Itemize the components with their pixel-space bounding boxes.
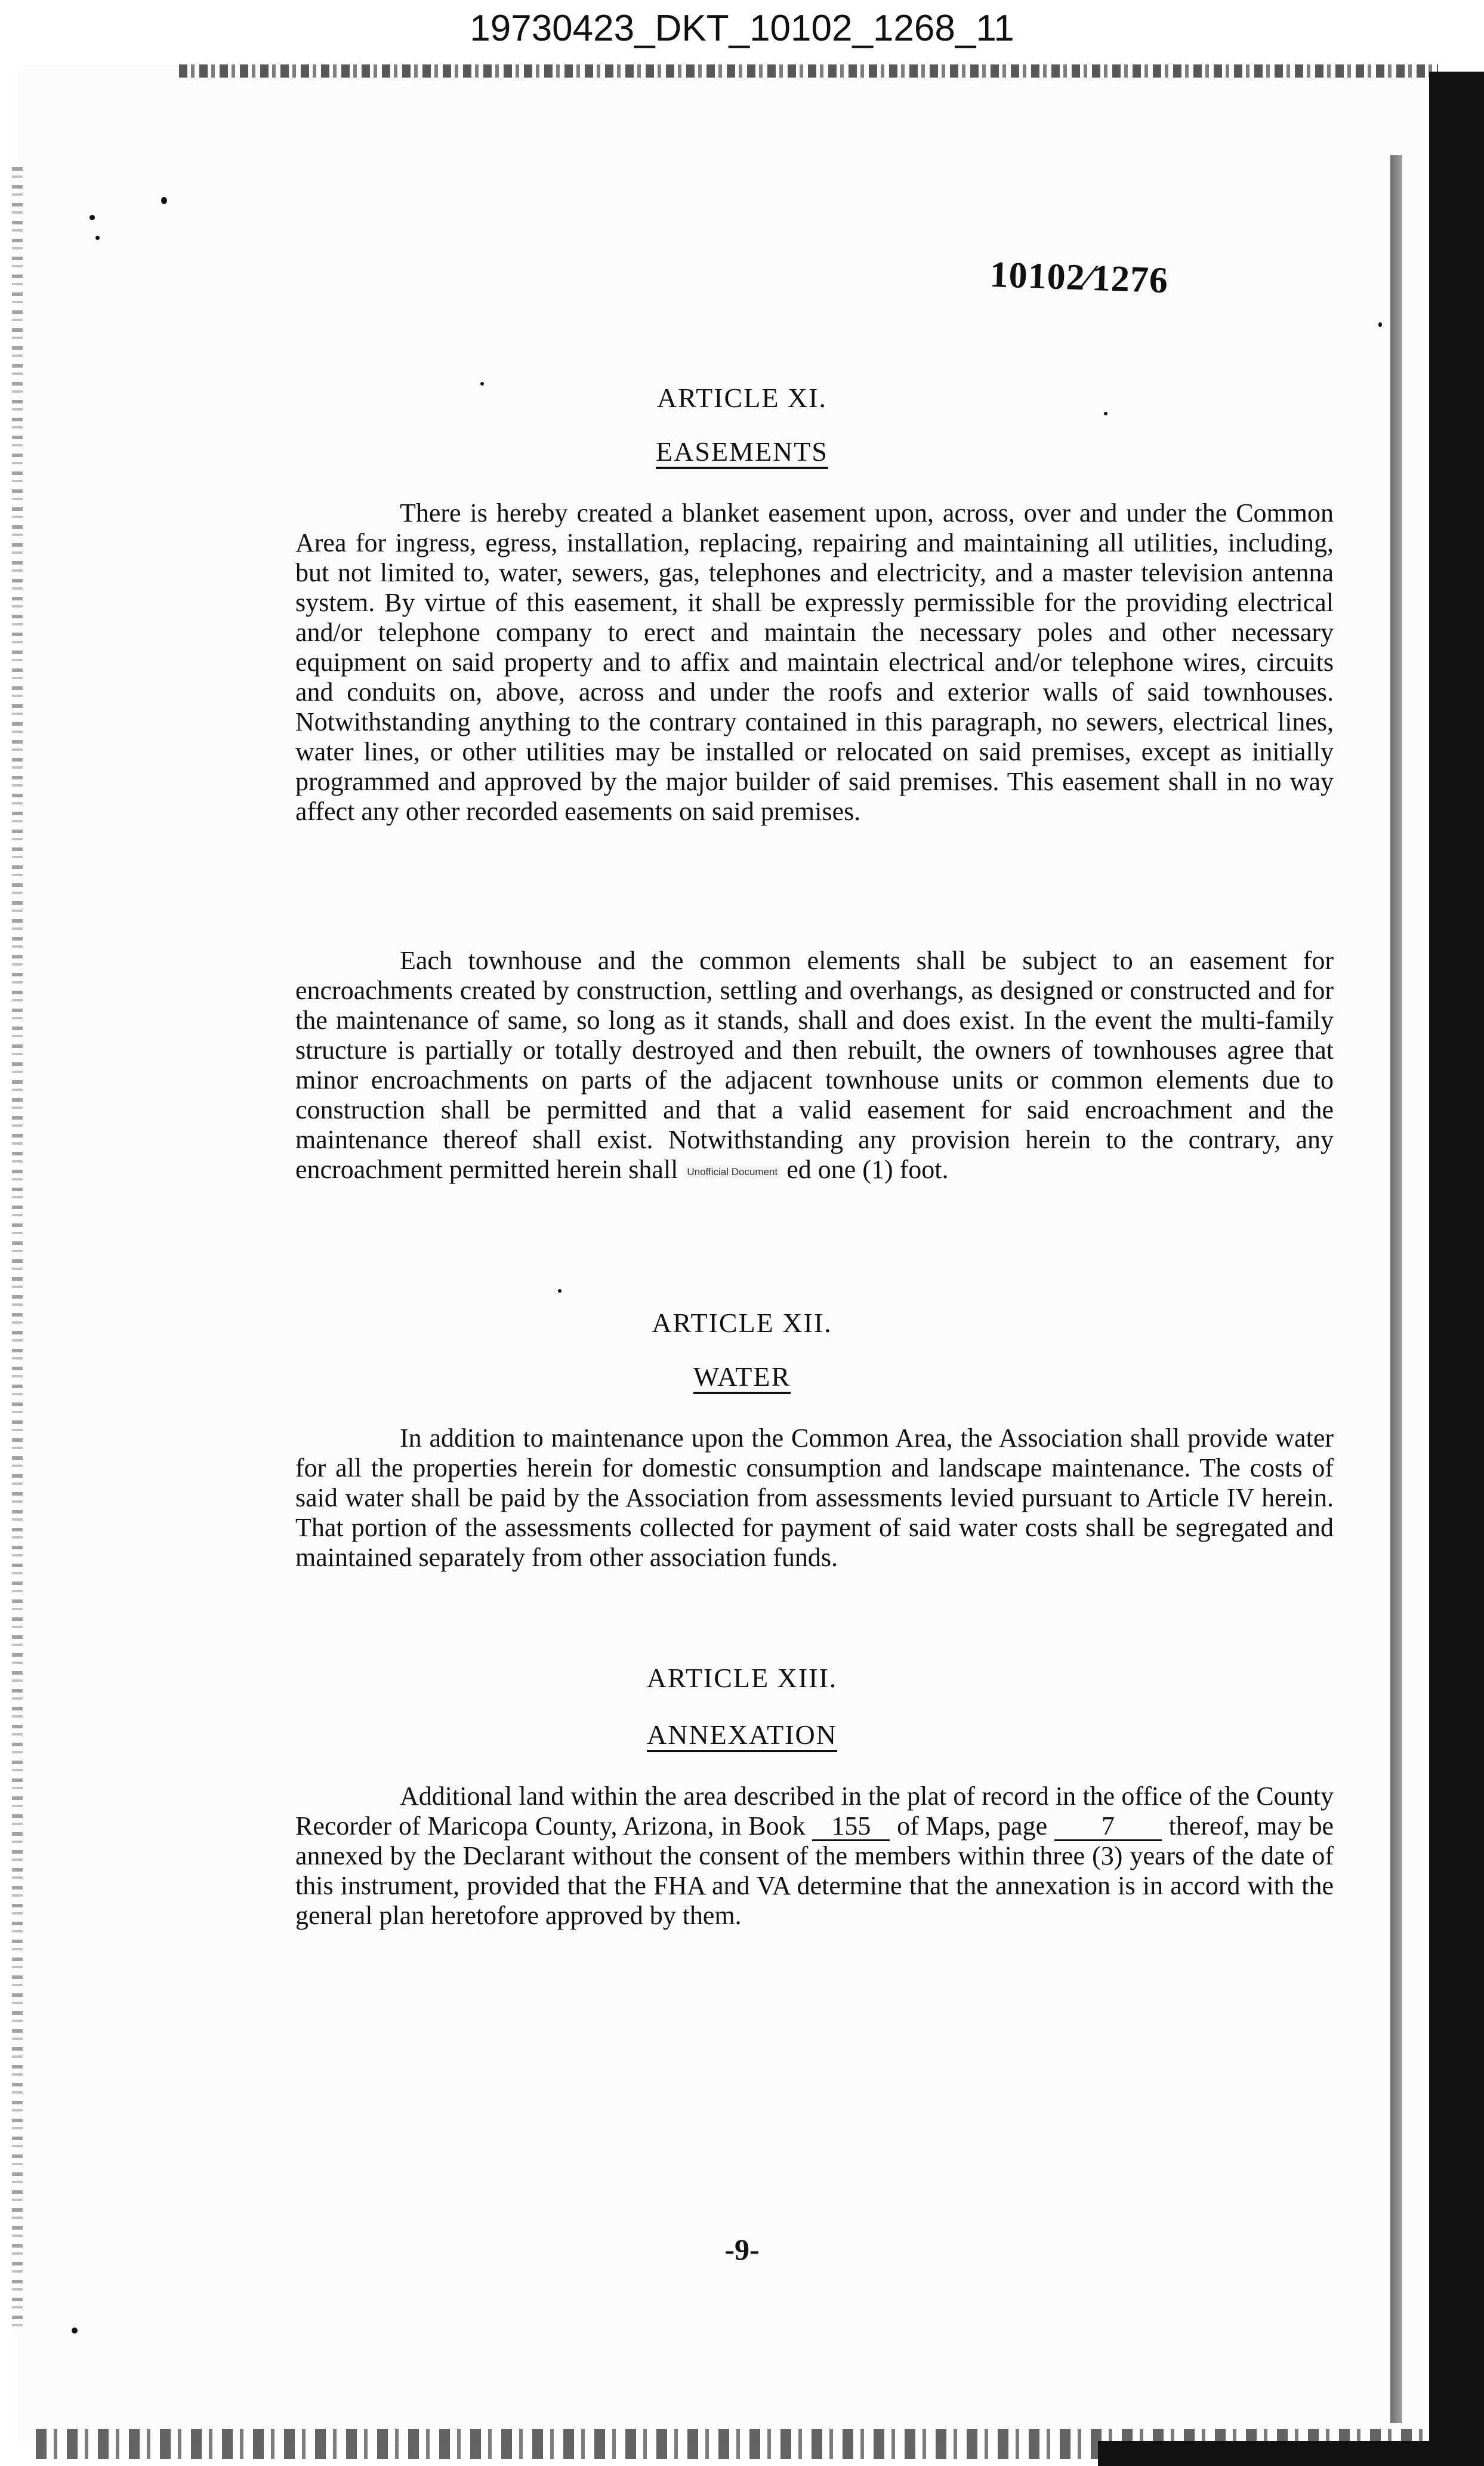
water-title: WATER <box>693 1361 791 1392</box>
scan-speck <box>161 197 167 204</box>
article-xi-heading: ARTICLE XI. <box>657 383 827 413</box>
scan-speck <box>72 2328 78 2334</box>
easements-title: EASEMENTS <box>656 436 828 467</box>
book-number-blank: 155 <box>812 1813 890 1841</box>
scan-speck <box>1378 322 1382 327</box>
article-xii-heading: ARTICLE XII. <box>652 1308 832 1338</box>
easements-paragraph-1: There is hereby created a blanket easement upon, across, over and under the Common Area for ingress, egress, installation, replacing, repairing and maintaining all utilities, including, but not limited to, water, sewers, gas, telephones and electricity, and a master television antenna system. By virtue of this easement, it shall be expressly permissible for the providing electrical and/or telephone company to erect and maintain the necessary poles and other necessary equipment on said property and to affix and maintain electrical and/or telephone wires, circuits and conduits on, above, across and under the roofs and exterior walls of said townhouses. Notwithstanding anything to the contrary contained in this paragraph, no sewers, electrical lines, water lines, or other utilities may be installed or relocated on said premises, except as initially programmed and approved by the major builder of said premises. This easement shall in no way affect any other recorded easements on said premises. <box>295 498 1334 826</box>
scan-speck <box>558 1289 561 1293</box>
page-number: -9- <box>724 2233 760 2266</box>
scan-speck <box>90 215 95 220</box>
unofficial-document-stamp: Unofficial Document <box>684 1166 780 1178</box>
scan-speck <box>95 236 100 240</box>
scan-right-edge <box>1429 72 1484 2466</box>
scan-left-edge <box>12 167 23 2328</box>
scan-right-shadow <box>1390 155 1402 2423</box>
scan-top-edge <box>179 64 1438 78</box>
annexation-paragraph: Additional land within the area described in the plat of record in the office of the County Recorder of Maricopa County, Arizona, in Book 155 of Maps, page 7 thereof, may be annexed by the Declarant without the consent of the members within three (3) years of the date of this instrument, provided that the FHA and VA determine that the annexation is in accord with the general plan heretofore approved by them. <box>295 1781 1334 1930</box>
scan-bottom-block <box>1098 2441 1432 2466</box>
article-xiii-heading: ARTICLE XIII. <box>646 1663 838 1693</box>
document-id: 19730423_DKT_10102_1268_11 <box>470 8 1014 49</box>
scanned-page <box>18 66 1438 2441</box>
annexation-title: ANNEXATION <box>647 1719 837 1750</box>
easements-paragraph-2: Each townhouse and the common elements shall be subject to an easement for encroachments created by construction, settling and overhangs, as designed or constructed and for the maintenance of same, so long as it stands, shall and does exist. In the event the multi-family structure is partially or totally destroyed and then rebuilt, the owners of townhouses agree that minor encroachments on parts of the adjacent townhouse units or common elements due to construction shall be permitted and that a valid easement for said encroachment and the maintenance thereof shall exist. Notwithstanding any provision herein to the contrary, any encroachment permitted herein shall Unofficial Document ed one (1) foot. <box>295 946 1334 1184</box>
page-number-blank: 7 <box>1054 1813 1162 1841</box>
water-paragraph: In addition to maintenance upon the Common Area, the Association shall provide water for all the properties herein for domestic consumption and landscape maintenance. The costs of said water shall be paid by the Association from assessments levied pursuant to Article IV herein. That portion of the assessments collected for payment of said water costs shall be segregated and maintained separately from other association funds. <box>295 1423 1334 1572</box>
recording-number: 10102⁄1276 <box>989 254 1170 301</box>
